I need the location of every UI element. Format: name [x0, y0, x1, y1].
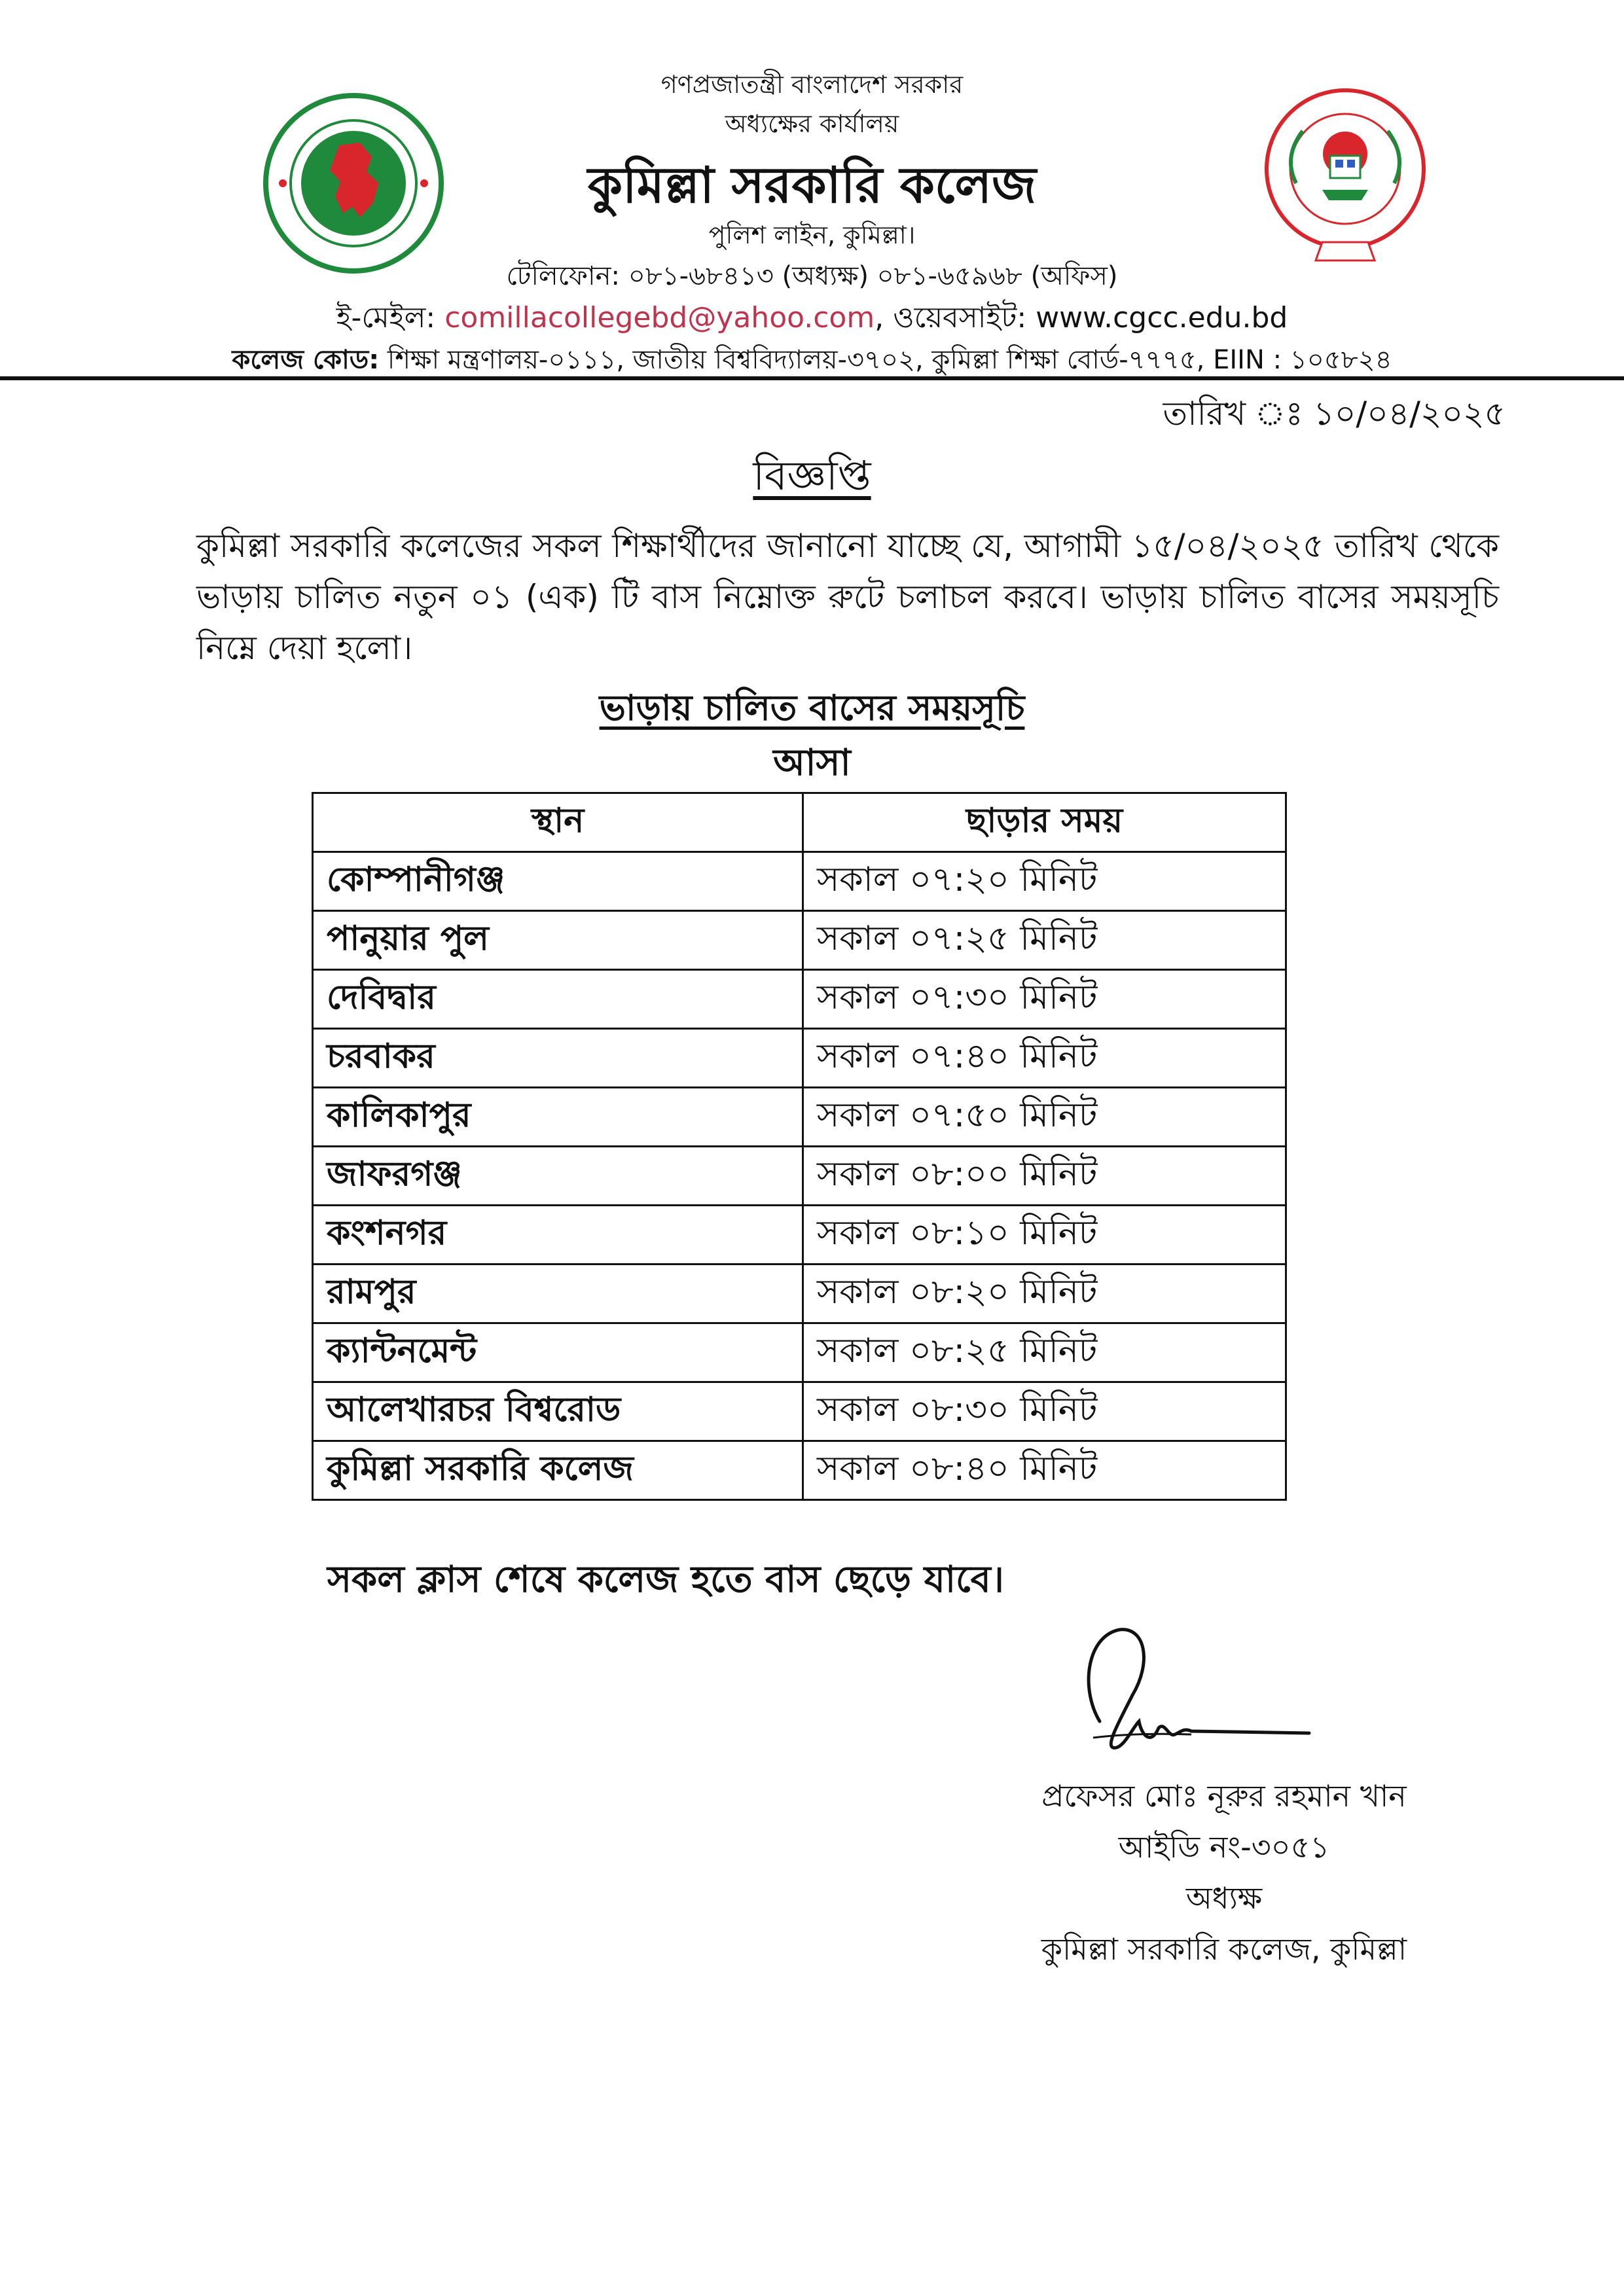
time-cell: সকাল ০৮:২৫ মিনিট: [803, 1323, 1286, 1382]
table-row: [313, 1206, 1286, 1265]
time-cell: সকাল ০৭:৪০ মিনিট: [803, 1029, 1286, 1088]
table-row: [313, 970, 1286, 1029]
college-name: কুমিল্লা সরকারি কলেজ: [587, 156, 1037, 214]
time-cell: সকাল ০৮:৩০ মিনিট: [803, 1382, 1286, 1441]
place-cell: দেবিদ্বার: [313, 970, 803, 1029]
table-row: [313, 911, 1286, 970]
footer-note: সকল ক্লাস শেষে কলেজ হতে বাস ছেড়ে যাবে।: [327, 1558, 1004, 1601]
table-row: [313, 1029, 1286, 1088]
signatory-name: প্রফেসর মোঃ নূরুর রহমান খান: [1041, 1778, 1407, 1814]
place-cell: পানুয়ার পুল: [313, 911, 803, 970]
table-row: [313, 1088, 1286, 1147]
code-label: কলেজ কোড:: [232, 345, 380, 375]
place-cell: কালিকাপুর: [313, 1088, 803, 1147]
table-row: [313, 1147, 1286, 1206]
website-link[interactable]: www.cgcc.edu.bd: [1036, 301, 1288, 334]
notice-date: তারিখ ঃ ১০/০৪/২০২৫: [1163, 395, 1506, 433]
telephone: টেলিফোন: ০৮১-৬৮৪১৩ (অধ্যক্ষ) ০৮১-৬৫৯৬৮ (অফিস): [506, 261, 1118, 291]
table-row: [313, 1265, 1286, 1323]
signatory-designation: অধ্যক্ষ: [1185, 1880, 1263, 1916]
place-cell: ক্যান্টনমেন্ট: [313, 1323, 803, 1382]
address: পুলিশ লাইন, কুমিল্লা।: [708, 221, 916, 249]
time-cell: সকাল ০৮:০০ মিনিট: [803, 1147, 1286, 1206]
time-cell: সকাল ০৭:৫০ মিনিট: [803, 1088, 1286, 1147]
time-cell: সকাল ০৭:৩০ মিনিট: [803, 970, 1286, 1029]
schedule-title: ভাড়ায় চালিত বাসের সময়সূচি: [599, 687, 1025, 728]
table-row: [313, 1323, 1286, 1382]
time-cell: সকাল ০৮:২০ মিনিট: [803, 1265, 1286, 1323]
place-cell: জাফরগঞ্জ: [313, 1147, 803, 1206]
time-cell: সকাল ০৭:২৫ মিনিট: [803, 911, 1286, 970]
table-row: [313, 1382, 1286, 1441]
place-cell: চরবাকর: [313, 1029, 803, 1088]
time-cell: সকাল ০৮:৪০ মিনিট: [803, 1441, 1286, 1500]
code-text: শিক্ষা মন্ত্রণালয়-০১১১, জাতীয় বিশ্ববিদ্যালয়-৩৭০২, কুমিল্লা শিক্ষা বোর্ড-৭৭৭৫, EIIN : ১০৫৮২৪: [387, 345, 1392, 375]
schedule-subtitle: আসা: [773, 742, 851, 784]
place-cell: কংশনগর: [313, 1206, 803, 1265]
time-cell: সকাল ০৭:২০ মিনিট: [803, 852, 1286, 911]
column-header-place: স্থান: [313, 793, 803, 852]
website-label: , ওয়েবসাইট:: [875, 301, 1027, 334]
table-row: [313, 1441, 1286, 1500]
handwritten-signature: [1060, 1623, 1322, 1767]
govt-line: গণপ্রজাতন্ত্রী বাংলাদেশ সরকার: [660, 70, 964, 99]
signatory-block: [916, 1770, 1532, 1975]
notice-title: বিজ্ঞপ্তি: [753, 452, 871, 499]
email-link[interactable]: comillacollegebd@yahoo.com: [444, 301, 875, 334]
place-cell: রামপুর: [313, 1265, 803, 1323]
place-cell: আলেখারচর বিশ্বরোড: [313, 1382, 803, 1441]
signatory-institution: কুমিল্লা সরকারি কলেজ, কুমিল্লা: [1041, 1931, 1407, 1967]
signatory-id: আইডি নং-৩০৫১: [1118, 1829, 1330, 1865]
schedule-table: [312, 792, 1287, 1501]
time-cell: সকাল ০৮:১০ মিনিট: [803, 1206, 1286, 1265]
place-cell: কোম্পানীগঞ্জ: [313, 852, 803, 911]
table-row: [313, 852, 1286, 911]
column-header-time: ছাড়ার সময়: [803, 793, 1286, 852]
notice-body: কুমিল্লা সরকারি কলেজের সকল শিক্ষার্থীদের জানানো যাচ্ছে যে, আগামী ১৫/০৪/২০২৫ তারিখ থেকে ভাড়ায় চালিত নতুন ০১ (এক) টি বাস নিম্নোক্ত রুটে চলাচল করবে। ভাড়ায় চালিত বাসের সময়সূচি নিম্নে দেয়া হলো।: [196, 527, 1499, 667]
table-header-row: [313, 793, 1286, 852]
contact-line: [0, 296, 1624, 344]
email-label: ই-মেইল:: [336, 301, 436, 334]
header-divider: [0, 376, 1624, 380]
place-cell: কুমিল্লা সরকারি কলেজ: [313, 1441, 803, 1500]
office-line: অধ্যক্ষের কার্যালয়: [725, 109, 899, 138]
